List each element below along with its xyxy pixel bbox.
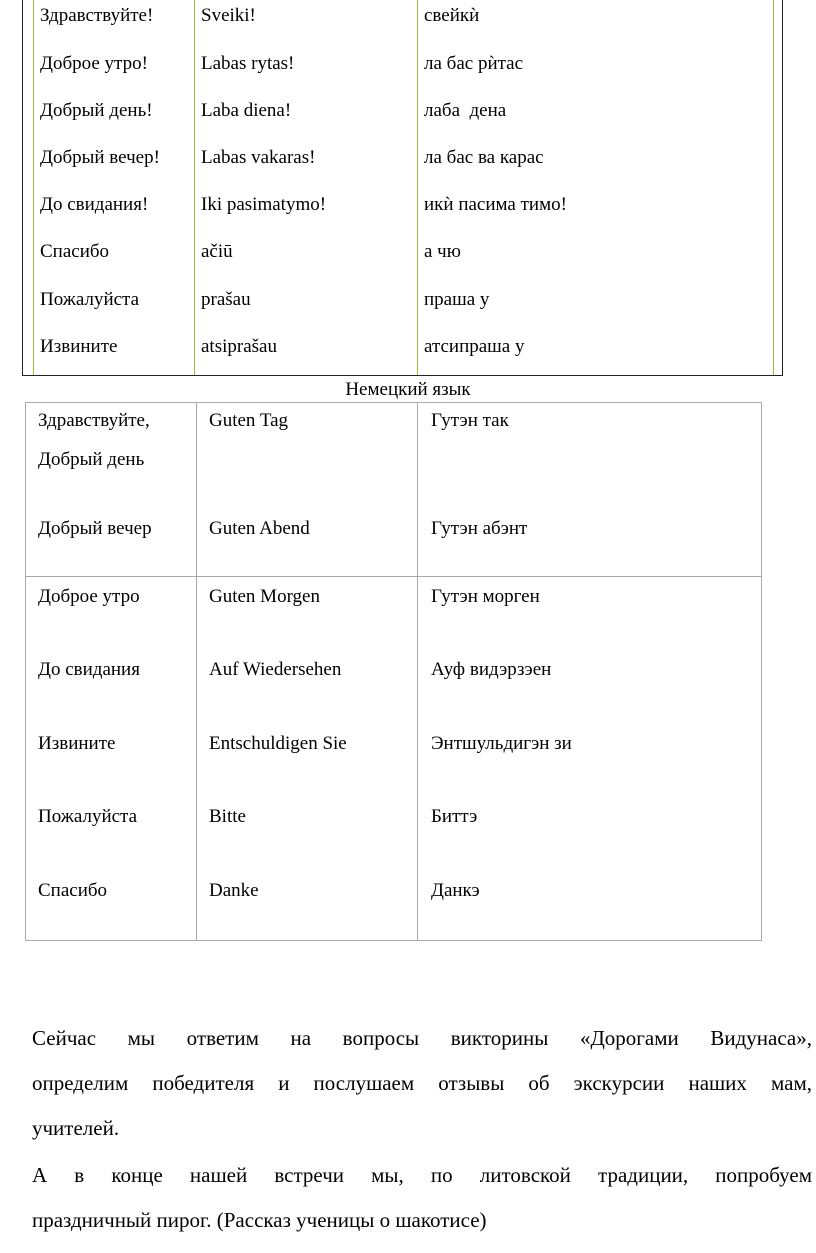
paragraph-line: Сейчас мы ответим на вопросы викторины «Дорогами Видунаса»,	[32, 1026, 812, 1050]
german-phrase: Guten Tag	[209, 410, 289, 431]
pronunciation: Гутэн так	[431, 410, 509, 431]
pronunciation: свейкѝ	[424, 5, 480, 26]
german-section-title: Немецкий язык	[345, 379, 471, 400]
pronunciation: лаба дена	[424, 100, 507, 121]
german-phrase: Guten Abend	[209, 518, 310, 539]
german-phrase: Danke	[209, 880, 259, 901]
german-phrase-table	[25, 402, 762, 941]
table-row	[23, 194, 782, 241]
row-divider	[26, 576, 761, 577]
table-row	[23, 53, 782, 100]
pronunciation: Данкэ	[431, 880, 480, 901]
pronunciation: Биттэ	[431, 806, 478, 827]
pronunciation: Энтшульдигэн зи	[431, 733, 572, 754]
german-phrase: Bitte	[209, 806, 246, 827]
paragraph-line: А в конце нашей встречи мы, по литовской традиции, попробуем	[32, 1163, 812, 1187]
table-row	[23, 147, 782, 194]
russian-phrase: Здравствуйте!	[40, 5, 154, 26]
lithuanian-phrase: Laba diena!	[201, 100, 292, 121]
german-phrase: Entschuldigen Sie	[209, 733, 347, 754]
russian-phrase: Спасибо	[38, 880, 108, 901]
german-phrase: Auf Wiedersehen	[209, 659, 342, 680]
pronunciation: атсипраша у	[424, 336, 525, 357]
russian-phrase: Добрый день!	[40, 100, 153, 121]
lithuanian-phrase: Labas rytas!	[201, 53, 295, 74]
pronunciation: ла бас рѝтас	[424, 53, 524, 74]
russian-phrase: Пожалуйста	[38, 806, 138, 827]
lithuanian-phrase: Iki pasimatymo!	[201, 194, 327, 215]
pronunciation: икѝ пасима тимо!	[424, 194, 567, 215]
pronunciation: Ауф видэрзэен	[431, 659, 552, 680]
russian-phrase: Доброе утро!	[40, 53, 148, 74]
pronunciation: праша у	[424, 289, 490, 310]
pronunciation: а чю	[424, 241, 461, 262]
russian-phrase: До свидания	[38, 659, 140, 680]
paragraph-line: учителей.	[32, 1116, 120, 1140]
russian-phrase: Извините	[40, 336, 118, 357]
paragraph-line: праздничный пирог. (Рассказ ученицы о шакотисе)	[32, 1208, 487, 1232]
russian-phrase: Извините	[38, 733, 116, 754]
table-row	[23, 5, 782, 52]
lithuanian-phrase-table	[22, 0, 783, 376]
paragraph-tradition	[32, 1153, 812, 1243]
pronunciation: Гутэн морген	[431, 586, 540, 607]
pronunciation: ла бас ва карас	[424, 147, 544, 168]
table-row	[23, 336, 782, 383]
russian-phrase: Доброе утро	[38, 586, 140, 607]
lithuanian-phrase: ačiū	[201, 241, 233, 262]
lithuanian-phrase: prašau	[201, 289, 251, 310]
column-divider	[196, 403, 197, 940]
russian-phrase: Здравствуйте,	[38, 410, 150, 431]
table-row	[23, 289, 782, 336]
table-row	[23, 100, 782, 147]
russian-phrase: Добрый вечер!	[40, 147, 160, 168]
lithuanian-phrase: atsiprašau	[201, 336, 277, 357]
pronunciation: Гутэн абэнт	[431, 518, 528, 539]
russian-phrase: Добрый день	[38, 449, 145, 470]
paragraph-quiz	[32, 1016, 812, 1151]
russian-phrase: Спасибо	[40, 241, 110, 262]
russian-phrase: Добрый вечер	[38, 518, 152, 539]
column-divider	[417, 403, 418, 940]
lithuanian-phrase: Labas vakaras!	[201, 147, 316, 168]
german-phrase: Guten Morgen	[209, 586, 320, 607]
russian-phrase: До свидания!	[40, 194, 149, 215]
paragraph-line: определим победителя и послушаем отзывы об экскурсии наших мам,	[32, 1071, 812, 1095]
table-row	[23, 241, 782, 288]
lithuanian-phrase: Sveiki!	[201, 5, 256, 26]
russian-phrase: Пожалуйста	[40, 289, 140, 310]
